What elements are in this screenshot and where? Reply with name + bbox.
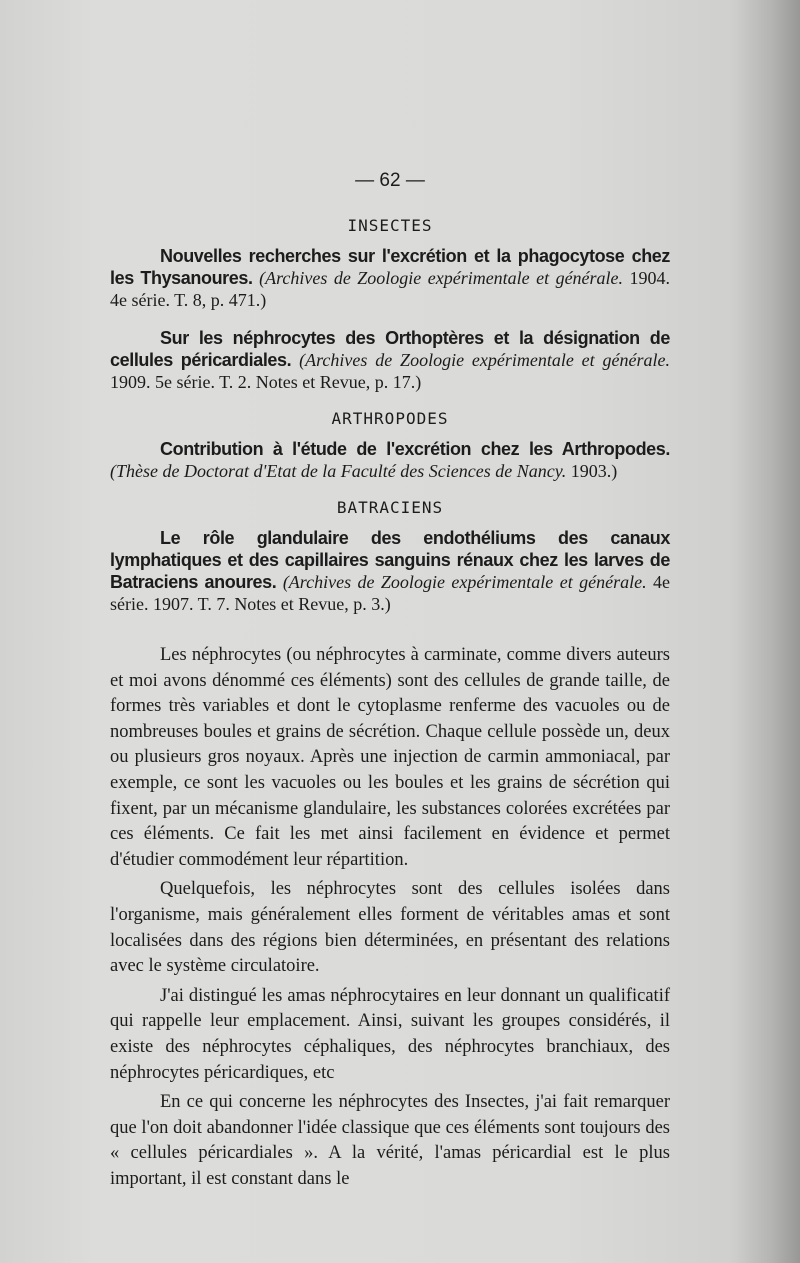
paragraph: J'ai distingué les amas néphrocytaires en leur donnant un qualificatif qui rappelle leur emplacement. Ainsi, suivant les groupes considérés, il existe des néphrocytes céphaliques, des néphrocytes branchiaux, des néphrocytes péricardiques, etc: [110, 985, 670, 1083]
entry-title: Contribution à l'étude de l'excrétion chez les Arthropodes.: [160, 439, 670, 459]
bibliography-entry: [110, 527, 670, 615]
entry-journal: (Archives de Zoologie expérimentale et générale.: [299, 350, 670, 370]
paragraph: En ce qui concerne les néphrocytes des Insectes, j'ai fait remarquer que l'on doit abandonner l'idée classique que ces éléments sont toujours des « cellules péricardiales ». A la vérité, l'amas péricardial est le plus important, il est constant dans le: [110, 1092, 670, 1189]
entry-title: Le rôle glandulaire des endothéliums des canaux lymphatiques et des capillaires sanguins rénaux chez les larves de Batraciens anoures.: [110, 528, 670, 592]
entry-title: Nouvelles recherches sur l'excrétion et la phagocytose chez les Thysanoures.: [110, 246, 670, 288]
section-title-arthropodes: ARTHROPODES: [331, 409, 449, 428]
bibliography-entry: [110, 438, 670, 482]
document-page: [110, 170, 670, 1196]
entry-journal: (Thèse de Doctorat d'Etat de la Faculté des Sciences de Nancy.: [110, 461, 567, 481]
body-text: [110, 643, 670, 1192]
paragraph: Les néphrocytes (ou néphrocytes à carminate, comme divers auteurs et moi avons dénommé ces éléments) sont des cellules de grande taille, de formes très variables et dont le cytoplasme renferme des vacuoles ou de nombreuses boules et grains de sécrétion. Chaque cellule possède un, deux ou plusieurs gros noyaux. Après une injection de carmin ammoniacal, par exemple, ce sont les vacuoles ou les boules et les grains de sécrétion qui fixent, par un mécanisme glandulaire, les substances colorées excrétées par ces éléments. Ce fait les met ainsi facilement en évidence et permet d'étudier commodément leur répartition.: [110, 645, 670, 870]
entry-details: 1903.): [570, 461, 618, 481]
page-edge-shadow: [730, 0, 800, 1263]
entry-details: 1909. 5e série. T. 2. Notes et Revue, p. 17.): [110, 372, 422, 392]
entry-title: Sur les néphrocytes des Orthoptères et la désignation de cellules péricardiales.: [110, 328, 670, 370]
entry-details: 1904. 4e série. T. 8, p. 471.): [110, 268, 670, 310]
entry-journal: (Archives de Zoologie expérimentale et générale.: [259, 268, 624, 288]
section-title-batraciens: BATRACIENS: [336, 498, 444, 517]
page-number: — 62 —: [355, 170, 425, 191]
section-title-insectes: INSECTES: [347, 216, 433, 235]
entry-journal: (Archives de Zoologie expérimentale et générale.: [282, 572, 647, 592]
bibliography-entry: [110, 327, 670, 393]
bibliography-entry: [110, 245, 670, 311]
paragraph: Quelquefois, les néphrocytes sont des cellules isolées dans l'organisme, mais généralement elles forment de véritables amas et sont localisées dans des régions bien déterminées, en présentant des relations avec le système circulatoire.: [110, 879, 670, 977]
entry-details: 4e série. 1907. T. 7. Notes et Revue, p. 3.): [110, 572, 671, 614]
